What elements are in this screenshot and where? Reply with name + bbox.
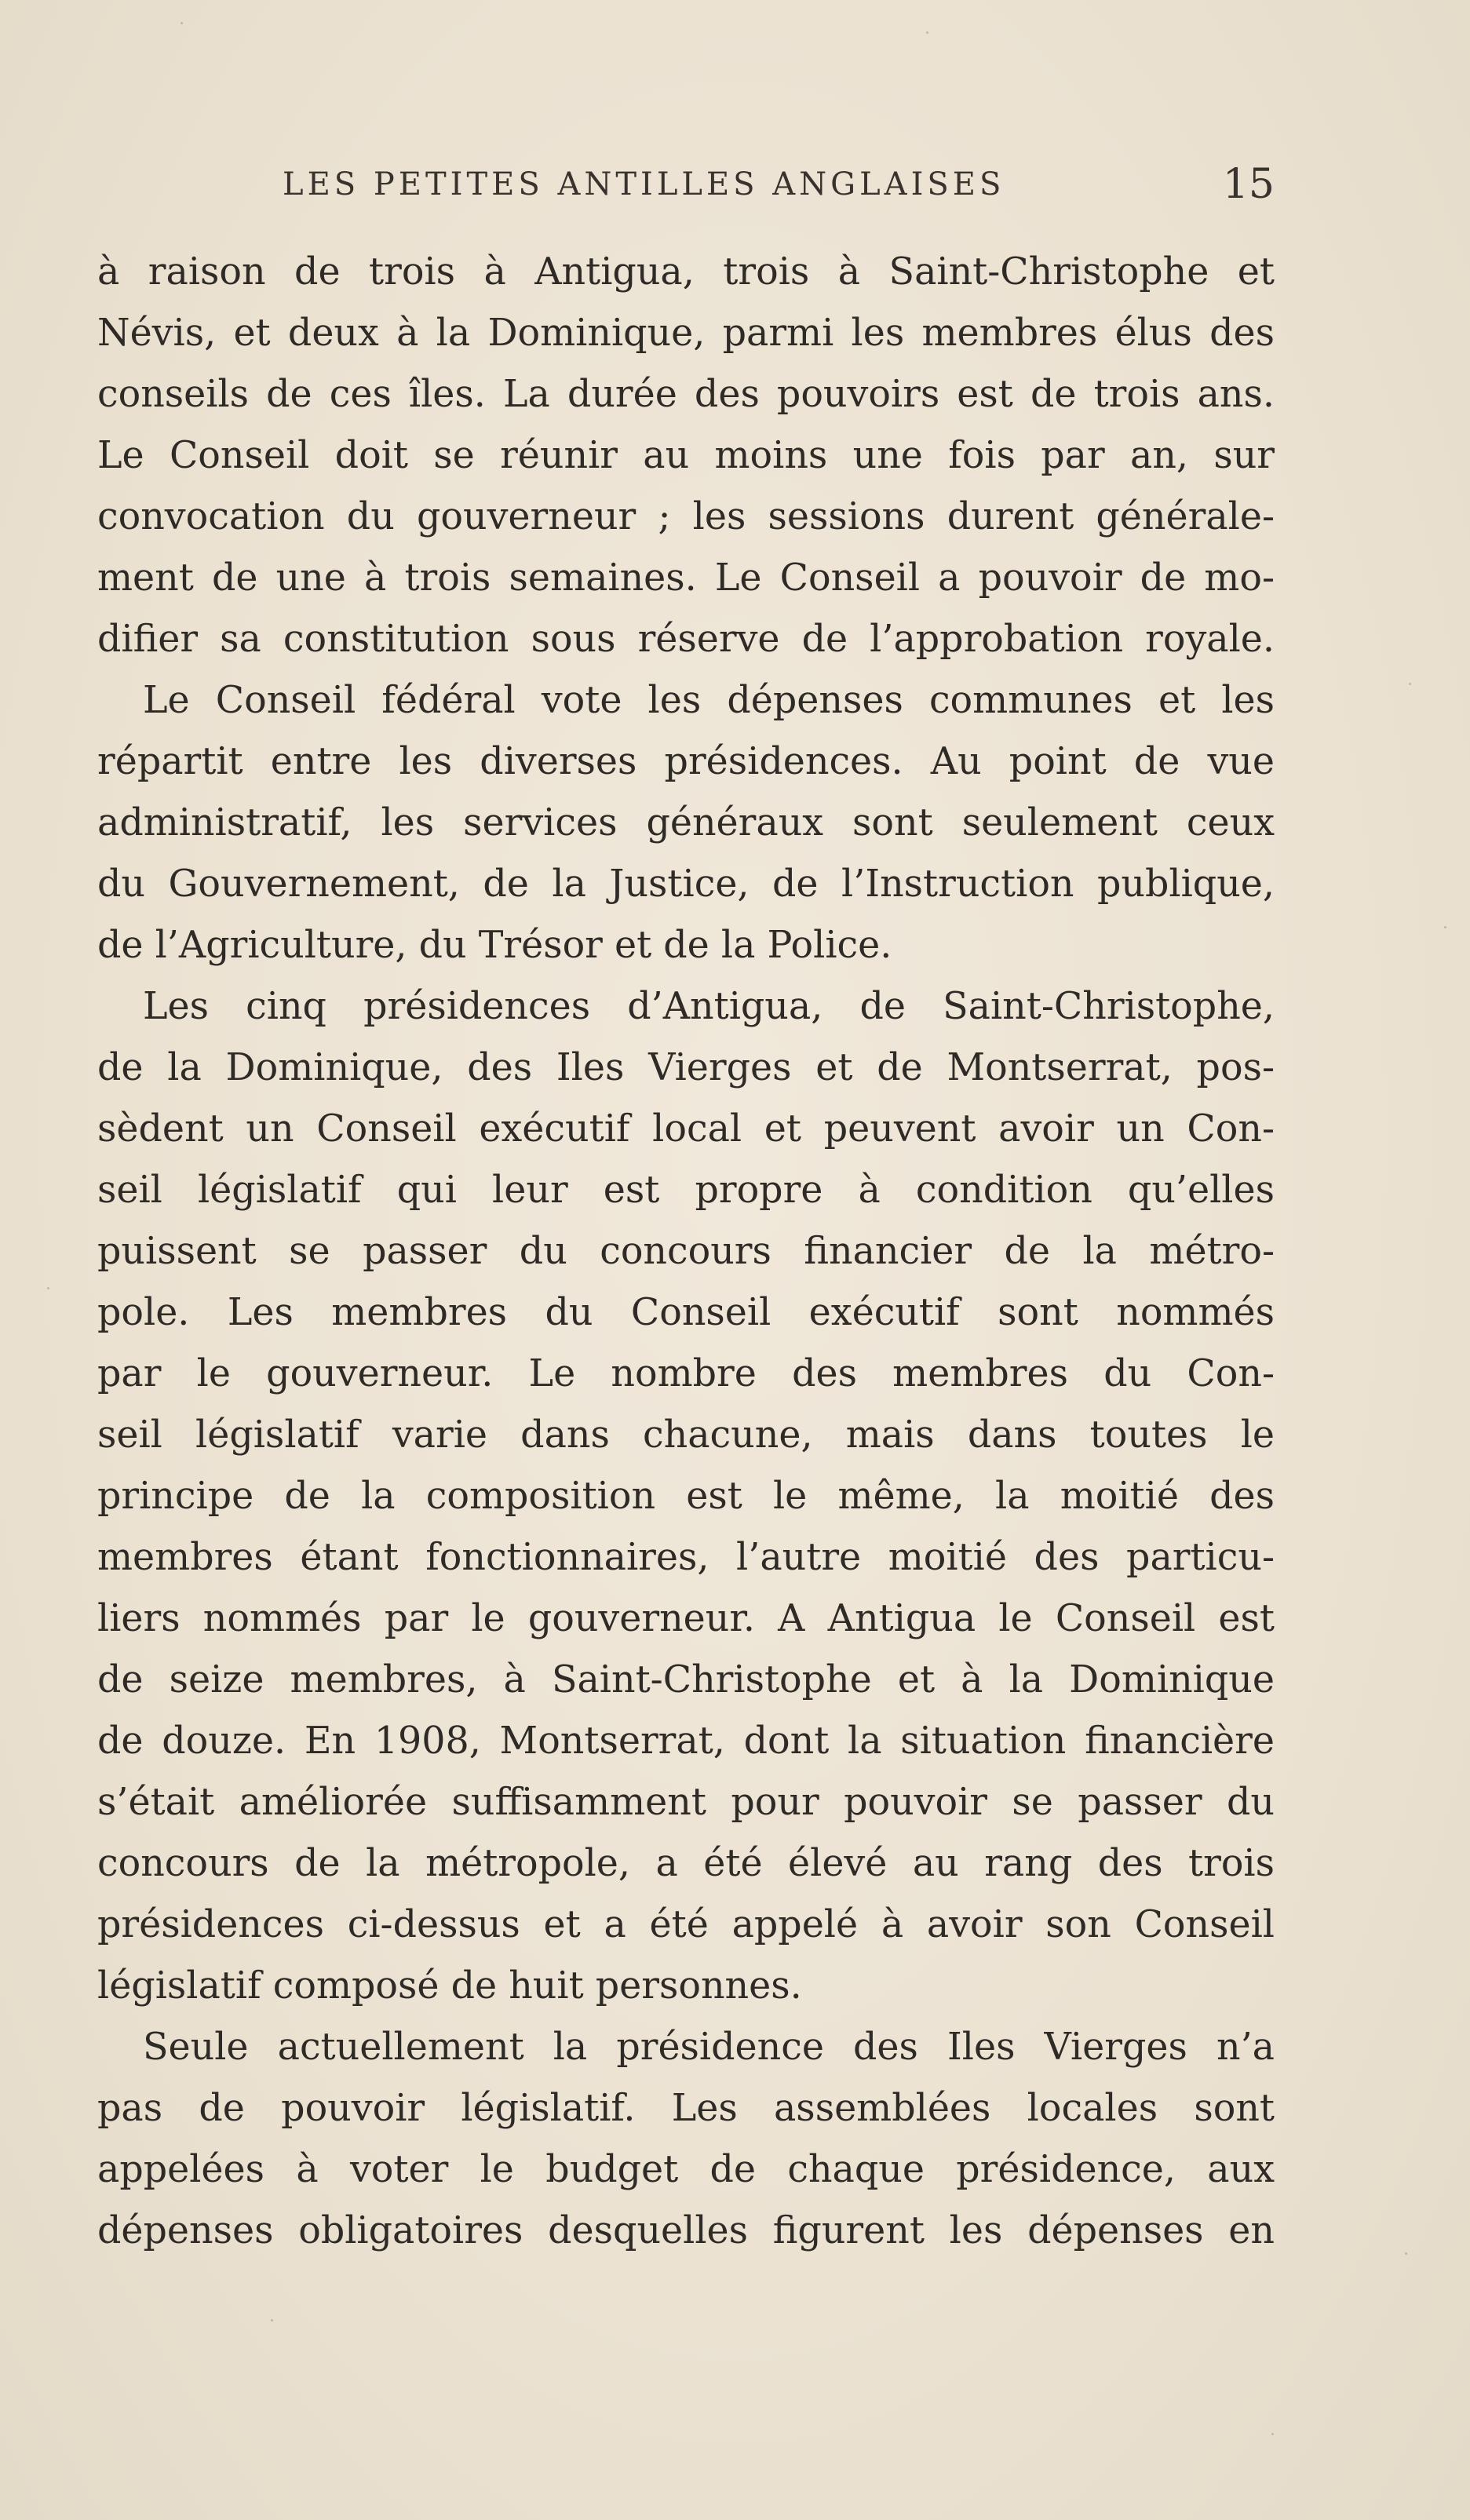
paper-speck [1444,926,1446,928]
text-line: du Gouvernement, de la Justice, de l’Instruction publique, [97,862,1275,906]
text-line: Le Conseil doit se réunir au moins une fois par an, sur [97,434,1275,477]
paper-speck [1405,2252,1407,2255]
paper-speck [47,1287,49,1289]
text-line: concours de la métropole, a été élevé au rang des trois [97,1842,1275,1885]
paragraph-last-line: de l’Agriculture, du Trésor et de la Police. [97,924,892,967]
text-line: appelées à voter le budget de chaque présidence, aux [97,2148,1275,2191]
text-line: convocation du gouverneur ; les sessions durent générale- [97,495,1275,538]
text-line: seil législatif qui leur est propre à condition qu’elles [97,1169,1275,1212]
text-line: de la Dominique, des Iles Vierges et de Montserrat, pos- [97,1046,1275,1089]
text-line: difier sa constitution sous réserve de l’approbation royale. [97,618,1275,661]
paper-speck [271,2319,273,2321]
text-line: présidences ci-dessus et a été appelé à avoir son Conseil [97,1903,1275,1946]
text-line: dépenses obligatoires desquelles figurent les dépenses en [97,2209,1275,2252]
text-line: conseils de ces îles. La durée des pouvoirs est de trois ans. [97,373,1275,416]
text-line: seil législatif varie dans chacune, mais dans toutes le [97,1413,1275,1457]
paper-speck [1271,2433,1274,2435]
text-line: répartit entre les diverses présidences. Au point de vue [97,740,1275,783]
text-line: ment de une à trois semaines. Le Conseil a pouvoir de mo- [97,556,1275,600]
paragraph-first-line: Les cinq présidences d’Antigua, de Saint-Christophe, [143,985,1275,1028]
paragraph-last-line: législatif composé de huit personnes. [97,1964,802,2008]
page-number: 15 [1222,161,1275,208]
running-head: LES PETITES ANTILLES ANGLAISES [283,166,1005,202]
text-line: principe de la composition est le même, la moitié des [97,1475,1275,1518]
text-line: à raison de trois à Antigua, trois à Saint-Christophe et [97,250,1275,294]
text-line: sèdent un Conseil exécutif local et peuvent avoir un Con- [97,1107,1275,1151]
text-line: administratif, les services généraux sont seulement ceux [97,801,1275,844]
text-line: de seize membres, à Saint-Christophe et à la Dominique [97,1658,1275,1701]
paragraph-first-line: Seule actuellement la présidence des Iles Vierges n’a [143,2026,1275,2069]
paper-speck [1409,683,1411,685]
body-text [97,242,1275,2262]
page-header [97,157,1275,212]
text-line: puissent se passer du concours financier de la métro- [97,1230,1275,1273]
text-line: s’était améliorée suffisamment pour pouvoir se passer du [97,1781,1275,1824]
text-line: membres étant fonctionnaires, l’autre moitié des particu- [97,1536,1275,1579]
text-line: Névis, et deux à la Dominique, parmi les membres élus des [97,312,1275,355]
text-line: pas de pouvoir législatif. Les assemblées locales sont [97,2087,1275,2130]
text-line: par le gouverneur. Le nombre des membres du Con- [97,1352,1275,1395]
paper-speck [181,22,183,24]
text-line: pole. Les membres du Conseil exécutif sont nommés [97,1291,1275,1334]
paper-speck [926,31,928,34]
paragraph-first-line: Le Conseil fédéral vote les dépenses communes et les [143,679,1275,722]
text-line: liers nommés par le gouverneur. A Antigua le Conseil est [97,1597,1275,1640]
text-line: de douze. En 1908, Montserrat, dont la situation financière [97,1720,1275,1763]
